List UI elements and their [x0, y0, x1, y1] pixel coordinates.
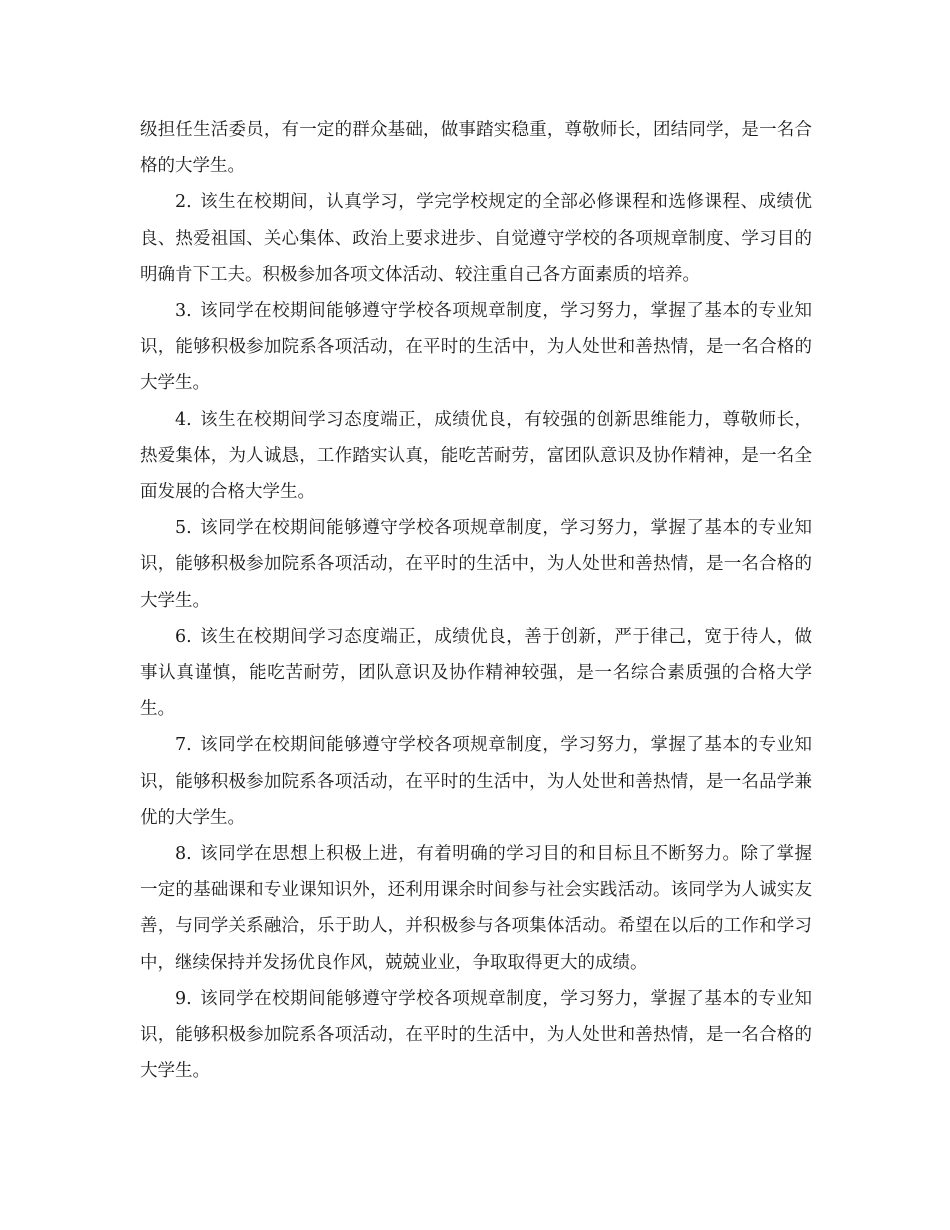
paragraph-text: 该生在校期间，认真学习，学完学校规定的全部必修课程和选修课程、成绩优良、热爱祖国、关心集体、政治上要求进步、自觉遵守学校的各项规章制度、学习目的明确肯下工夫。积极参加各项文体活动、较注重自己各方面素质的培养。 — [140, 192, 812, 285]
paragraph-item-7 — [140, 727, 812, 836]
paragraph-text: 级担任生活委员，有一定的群众基础，做事踏实稳重，尊敬师长，团结同学，是一名合格的大学生。 — [140, 120, 812, 177]
paragraph-number: 8. — [175, 844, 192, 865]
paragraph-text: 该生在校期间学习态度端正，成绩优良，有较强的创新思维能力，尊敬师长，热爱集体，为人诚恳，工作踏实认真，能吃苦耐劳，富团队意识及协作精神，是一名全面发展的合格大学生。 — [140, 409, 812, 503]
paragraph-number: 3. — [175, 301, 192, 322]
paragraph-text: 该同学在思想上积极上进，有着明确的学习目的和目标且不断努力。除了掌握一定的基础课和专业课知识外，还利用课余时间参与社会实践活动。该同学为人诚实友善，与同学关系融洽，乐于助人，并积极参与各项集体活动。希望在以后的工作和学习中，继续保持并发扬优良作风，兢兢业业，争取取得更大的成绩。 — [140, 844, 812, 973]
paragraph-number: 7. — [175, 735, 192, 756]
paragraph-item-4 — [140, 402, 812, 511]
paragraph-item-6 — [140, 619, 812, 728]
paragraph-number: 5. — [175, 518, 192, 539]
paragraph-text: 该同学在校期间能够遵守学校各项规章制度，学习努力，掌握了基本的专业知识，能够积极参加院系各项活动，在平时的生活中，为人处世和善热情，是一名合格的大学生。 — [140, 518, 812, 611]
paragraph-number: 4. — [175, 409, 192, 430]
document-body — [140, 112, 812, 1089]
paragraph-text: 该同学在校期间能够遵守学校各项规章制度，学习努力，掌握了基本的专业知识，能够积极参加院系各项活动，在平时的生活中，为人处世和善热情，是一名合格的大学生。 — [140, 988, 812, 1082]
paragraph-item-8 — [140, 836, 812, 981]
paragraph-number: 9. — [175, 988, 192, 1009]
paragraph-number: 2. — [175, 192, 192, 213]
paragraph-number: 6. — [175, 626, 192, 647]
paragraph-item-5 — [140, 510, 812, 619]
paragraph-continued — [140, 112, 812, 184]
paragraph-text: 该生在校期间学习态度端正，成绩优良，善于创新，严于律己，宽于待人，做事认真谨慎，能吃苦耐劳，团队意识及协作精神较强，是一名综合素质强的合格大学生。 — [140, 626, 812, 720]
paragraph-item-9 — [140, 981, 812, 1090]
paragraph-item-2 — [140, 184, 812, 293]
paragraph-text: 该同学在校期间能够遵守学校各项规章制度，学习努力，掌握了基本的专业知识，能够积极参加院系各项活动，在平时的生活中，为人处世和善热情，是一名品学兼优的大学生。 — [140, 735, 812, 828]
paragraph-item-3 — [140, 293, 812, 402]
paragraph-text: 该同学在校期间能够遵守学校各项规章制度，学习努力，掌握了基本的专业知识，能够积极参加院系各项活动，在平时的生活中，为人处世和善热情，是一名合格的大学生。 — [140, 301, 812, 394]
